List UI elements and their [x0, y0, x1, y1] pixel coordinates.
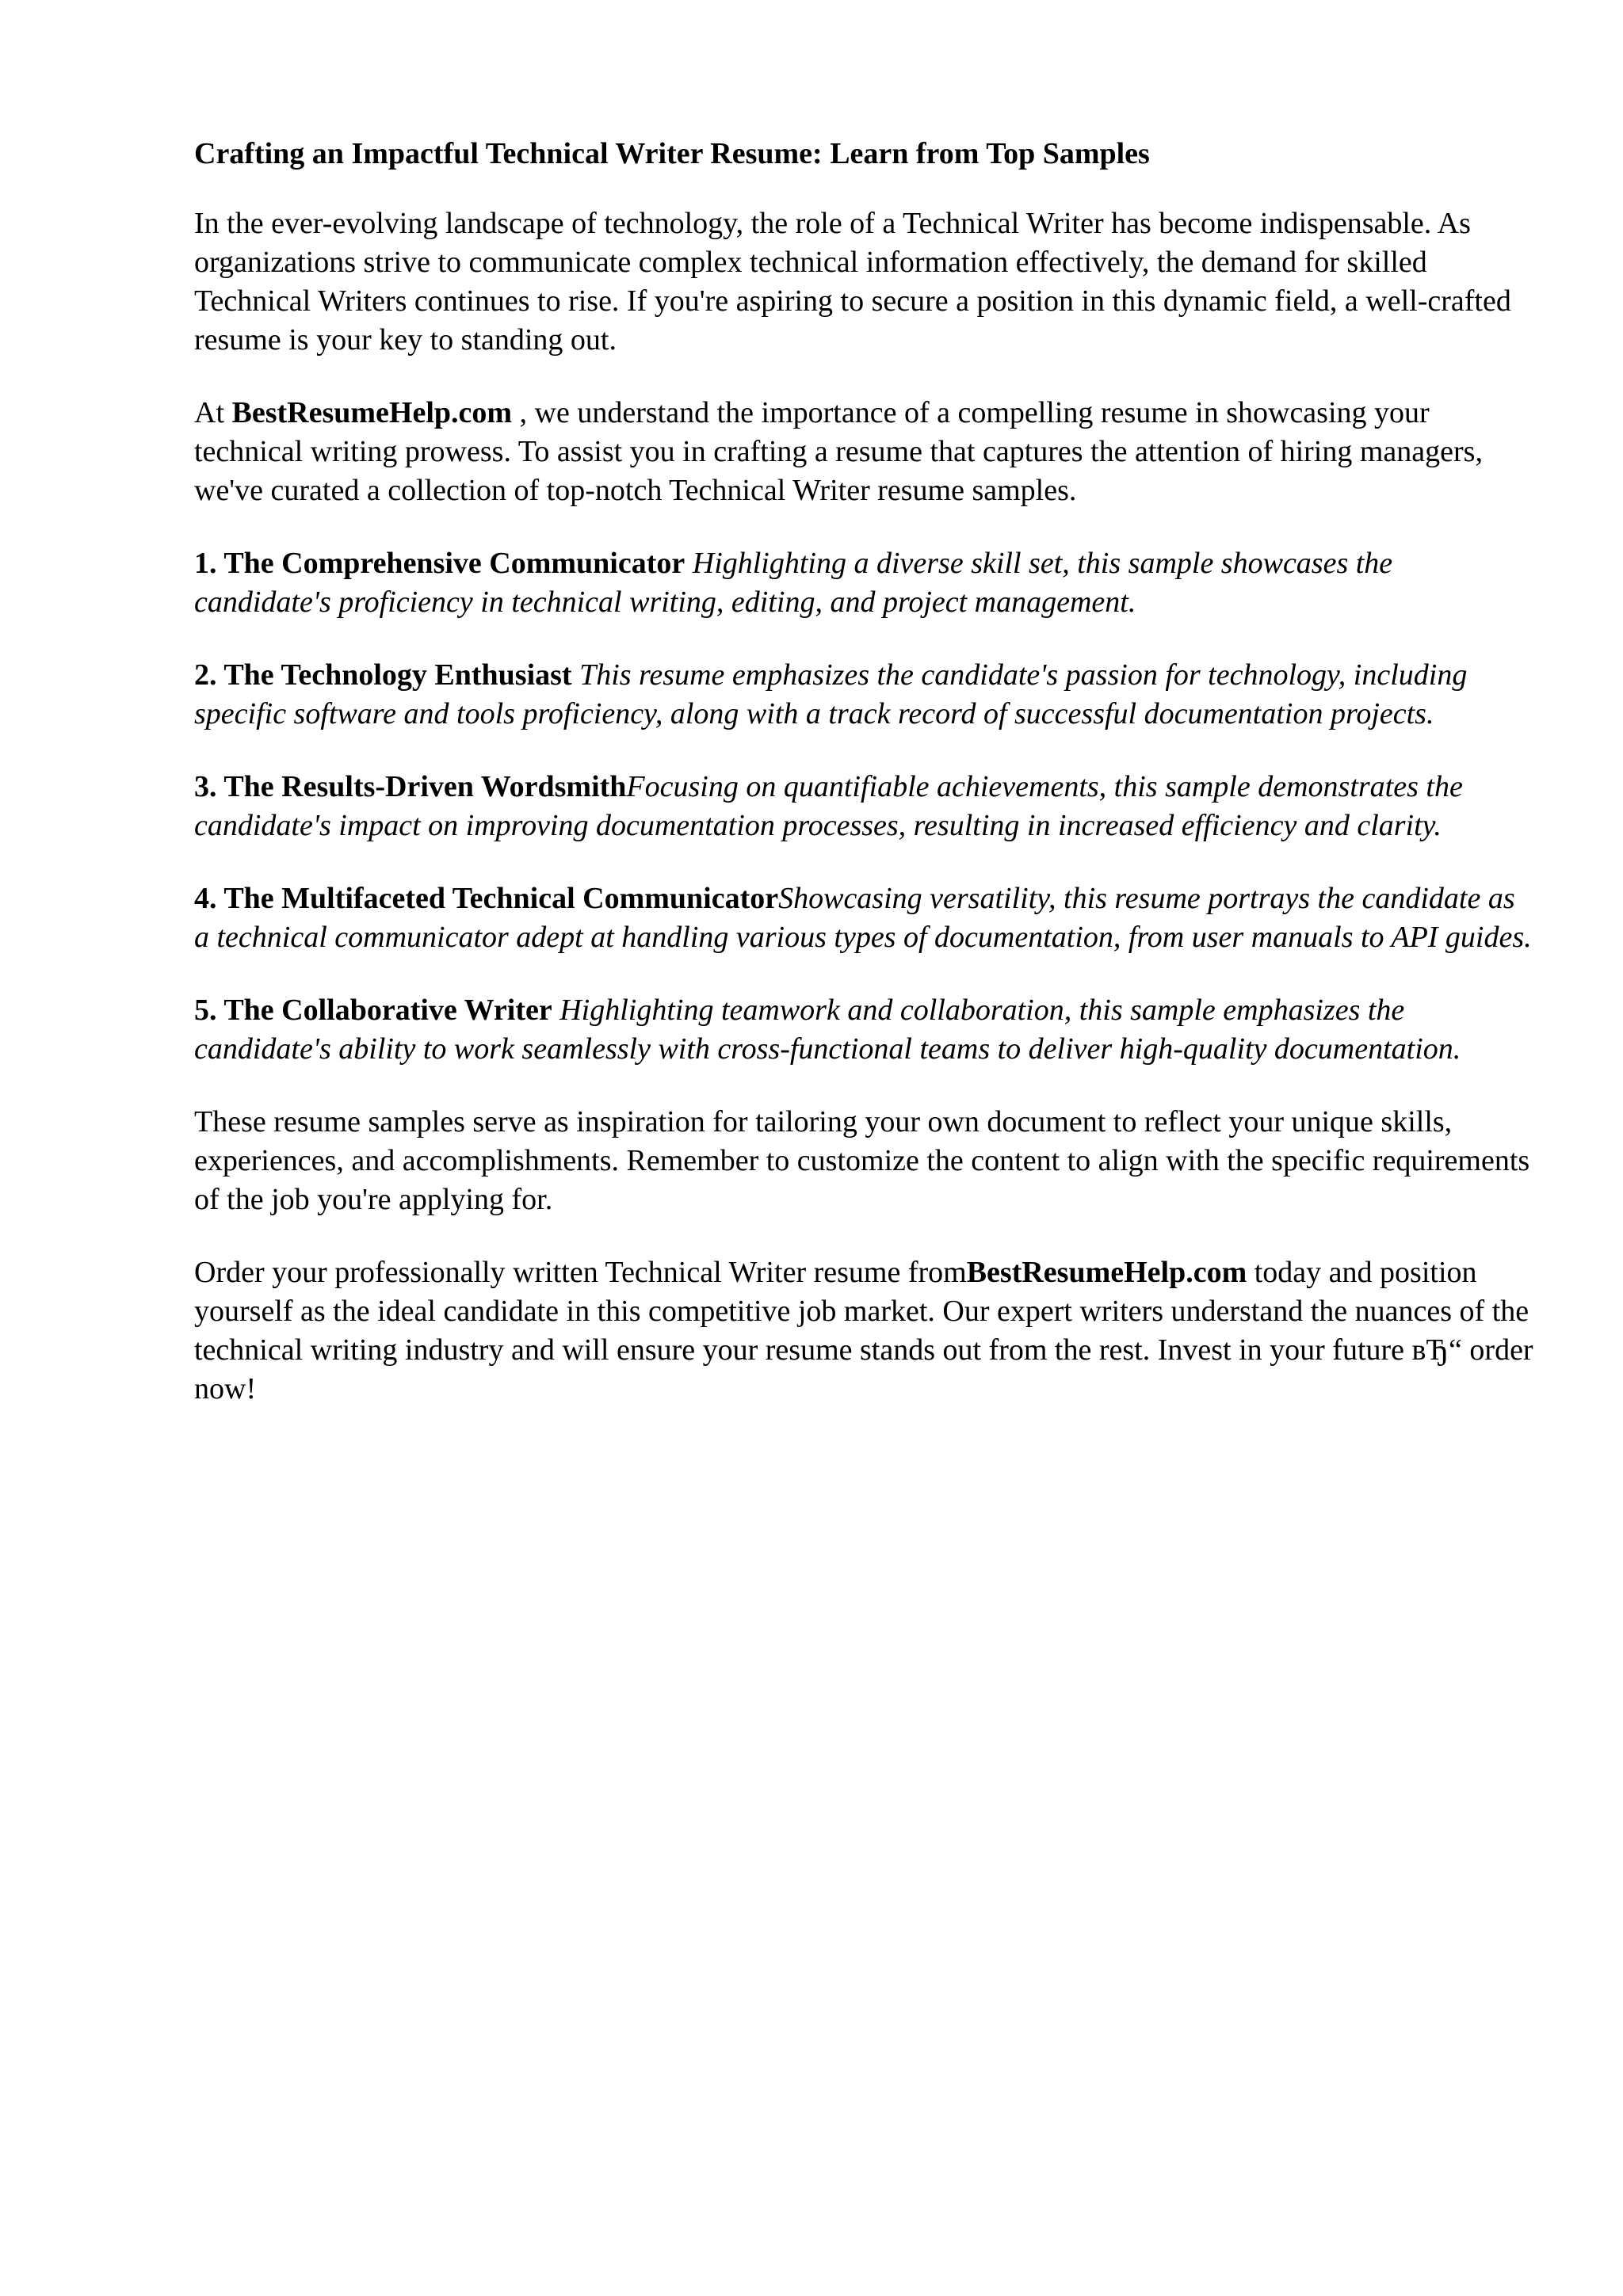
sample-description: Highlighting a diverse skill set, this sample showcases the candidate's proficiency in technical writing, editing, and project management.	[194, 547, 1393, 619]
about-prefix: At	[194, 396, 232, 429]
sample-item-3	[194, 768, 1533, 845]
about-brand-name: BestResumeHelp.com	[231, 396, 513, 429]
sample-description: This resume emphasizes the candidate's passion for technology, including specific software and tools proficiency, along with a track record of successful documentation projects.	[194, 658, 1468, 730]
order-brand-name: BestResumeHelp.com	[966, 1256, 1247, 1289]
sample-heading: 2. The Technology Enthusiast	[194, 658, 572, 692]
document-title: Crafting an Impactful Technical Writer Resume: Learn from Top Samples	[194, 137, 1150, 170]
sample-heading: 1. The Comprehensive Communicator	[194, 547, 685, 580]
intro-paragraph: In the ever-evolving landscape of technology, the role of a Technical Writer has become indispensable. As organizations strive to communicate complex technical information effectively, the demand for skilled Technical Writers continues to rise. If you're aspiring to secure a position in this dynamic field, a well-crafted resume is your key to standing out.	[194, 207, 1511, 357]
order-prefix: Order your professionally written Technical Writer resume from	[194, 1256, 967, 1289]
sample-heading: 4. The Multifaceted Technical Communicator	[194, 882, 779, 915]
sample-item-1	[194, 544, 1533, 622]
sample-heading: 5. The Collaborative Writer	[194, 994, 552, 1027]
inspiration-paragraph: These resume samples serve as inspiration for tailoring your own document to reflect your unique skills, experiences, and accomplishments. Remember to customize the content to align with the specific requirements of the job you're applying for.	[194, 1105, 1530, 1216]
about-paragraph	[194, 394, 1533, 510]
sample-heading: 3. The Results-Driven Wordsmith	[194, 770, 627, 803]
sample-description: Highlighting teamwork and collaboration, this sample emphasizes the candidate's ability to work seamlessly with cross-functional teams to deliver high-quality documentation.	[194, 994, 1461, 1066]
about-text: , we understand the importance of a compelling resume in showcasing your technical writing prowess. To assist you in crafting a resume that captures the attention of hiring managers, we've curated a collection of top-notch Technical Writer resume samples.	[194, 396, 1483, 507]
order-paragraph	[194, 1253, 1533, 1409]
sample-item-2	[194, 656, 1533, 734]
order-text: today and position yourself as the ideal candidate in this competitive job market. Our expert writers understand the nuances of the technical writing industry and will ensure your resume stands out from the rest. Invest in your future вЂ“ order now!	[194, 1256, 1533, 1405]
document-page	[194, 135, 1533, 1443]
sample-item-4	[194, 879, 1533, 957]
sample-description: Focusing on quantifiable achievements, this sample demonstrates the candidate's impact on improving documentation processes, resulting in increased efficiency and clarity.	[194, 770, 1463, 842]
sample-item-5	[194, 991, 1533, 1069]
sample-description: Showcasing versatility, this resume portrays the candidate as a technical communicator adept at handling various types of documentation, from user manuals to API guides.	[194, 882, 1532, 954]
